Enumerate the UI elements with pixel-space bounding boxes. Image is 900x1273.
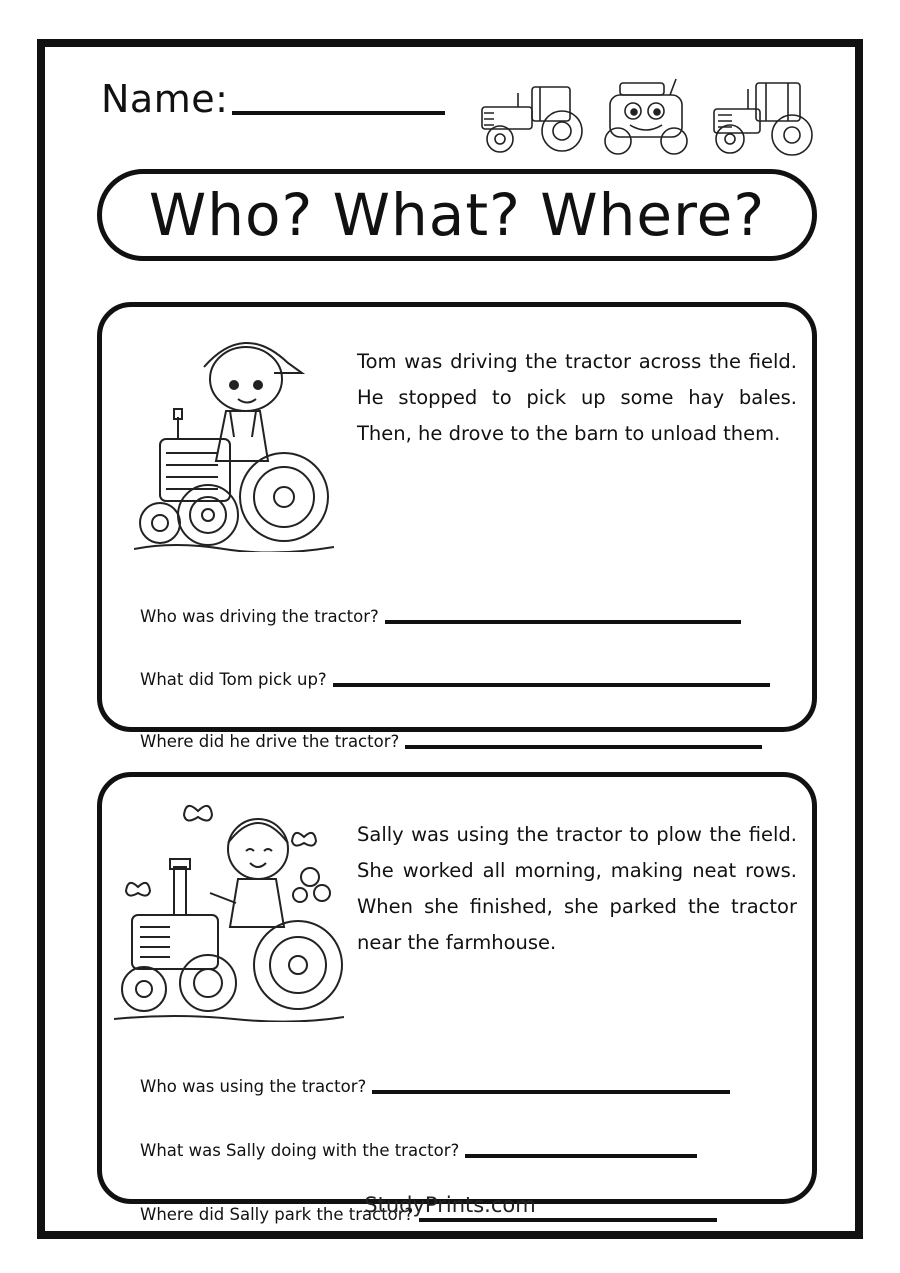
question-row-3 <box>140 732 762 751</box>
title-banner <box>97 169 817 261</box>
question-text: Who was driving the tractor? <box>140 607 379 626</box>
butterfly-icon <box>184 806 212 821</box>
answer-line[interactable] <box>465 1154 697 1158</box>
worksheet-page <box>37 39 863 1239</box>
question-row-1 <box>140 607 741 626</box>
tractor-illustrations <box>470 69 820 161</box>
answer-line[interactable] <box>419 1218 717 1222</box>
answer-line[interactable] <box>385 620 741 624</box>
story-card-1 <box>97 302 817 751</box>
farm-tractor-icon <box>714 83 812 155</box>
story-text-1: Tom was driving the tractor across the field. He stopped to pick up some hay bales. Then, he drove to the barn to unload them. <box>357 350 797 445</box>
question-text: Who was using the tractor? <box>140 1077 367 1096</box>
question-text: Where did Sally park the tractor? <box>140 1205 414 1224</box>
answer-line[interactable] <box>372 1090 730 1094</box>
name-input-line[interactable] <box>232 111 445 115</box>
boy-on-tractor-illustration <box>134 327 334 552</box>
question-text: What did Tom pick up? <box>140 670 327 689</box>
page-title: Who? What? Where? <box>148 181 766 249</box>
question-row-1 <box>140 1077 730 1096</box>
name-label: Name: <box>101 77 229 121</box>
girl-on-tractor-illustration <box>114 797 344 1022</box>
story-text-2: Sally was using the tractor to plow the field. She worked all morning, making neat rows. When she finished, she parked the tractor near the farmhouse. <box>357 823 797 954</box>
answer-line[interactable] <box>405 745 762 749</box>
question-text: What was Sally doing with the tractor? <box>140 1141 460 1160</box>
question-row-2 <box>140 1141 697 1160</box>
answer-line[interactable] <box>333 683 770 687</box>
cartoon-tractor-icon <box>605 79 687 154</box>
question-row-2 <box>140 670 770 689</box>
tractor-icon <box>482 87 582 152</box>
footer-site-name: StudyPrints.com <box>364 1193 536 1217</box>
question-text: Where did he drive the tractor? <box>140 732 400 751</box>
name-field-row <box>101 77 445 121</box>
